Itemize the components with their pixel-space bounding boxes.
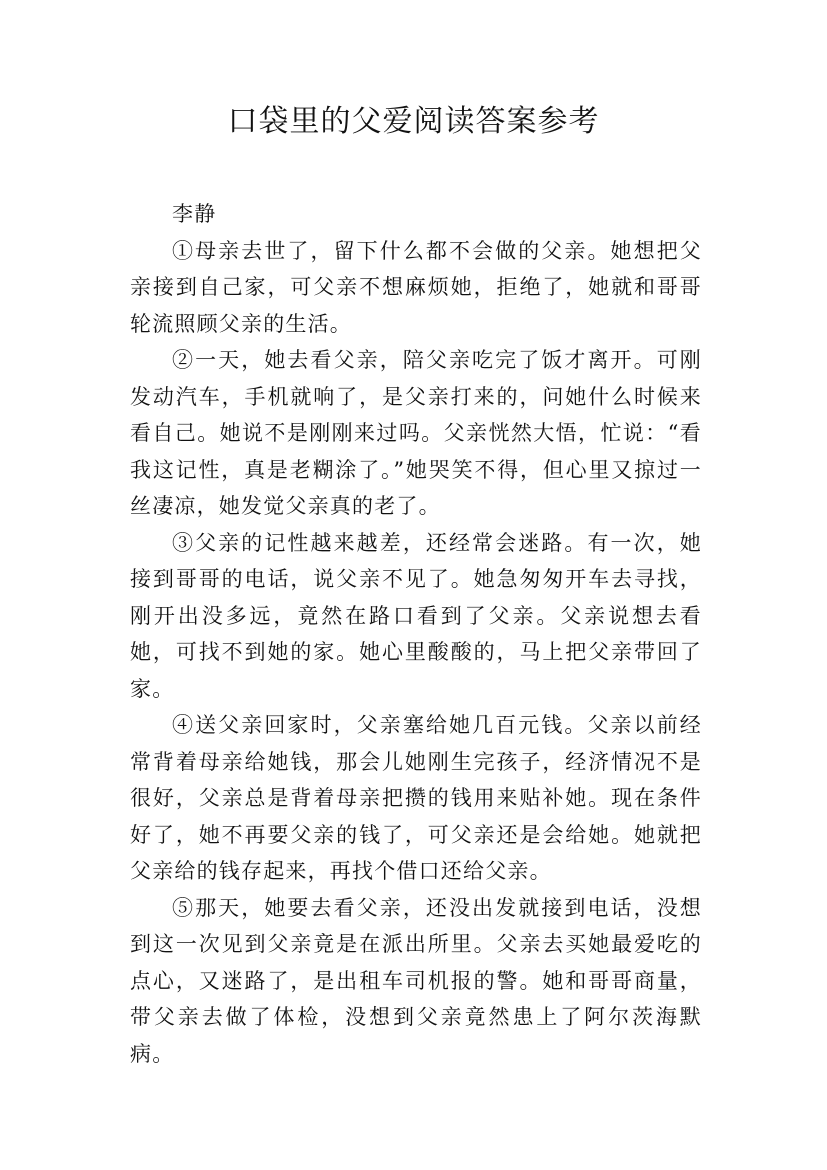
paragraph-1: ①母亲去世了，留下什么都不会做的父亲。她想把父亲接到自己家，可父亲不想麻烦她，拒绝了，她就和哥哥轮流照顾父亲的生活。	[130, 238, 702, 336]
paragraph-3: ③父亲的记性越来越差，还经常会迷路。有一次，她接到哥哥的电话，说父亲不见了。她急匆匆开车去寻找，刚开出没多远，竟然在路口看到了父亲。父亲说想去看她，可找不到她的家。她心里酸酸的，马上把父亲带回了家。	[130, 530, 702, 701]
paragraph-4: ④送父亲回家时，父亲塞给她几百元钱。父亲以前经常背着母亲给她钱，那会儿她刚生完孩子，经济情况不是很好，父亲总是背着母亲把攒的钱用来贴补她。现在条件好了，她不再要父亲的钱了，可父亲还是会给她。她就把父亲给的钱存起来，再找个借口还给父亲。	[130, 713, 702, 883]
document-title: 口袋里的父爱阅读答案参考	[227, 104, 600, 139]
paragraph-2: ②一天，她去看父亲，陪父亲吃完了饭才离开。可刚发动汽车，手机就响了，是父亲打来的，问她什么时候来看自己。她说不是刚刚来过吗。父亲恍然大悟，忙说：“看我这记性，真是老糊涂了。”她哭笑不得，但心里又掠过一丝凄凉，她发觉父亲真的老了。	[130, 348, 702, 518]
article-body	[130, 196, 702, 1072]
author-name: 李静	[172, 202, 217, 226]
paragraph-5: ⑤那天，她要去看父亲，还没出发就接到电话，没想到这一次见到父亲竟是在派出所里。父亲去买她最爱吃的点心，又迷路了，是出租车司机报的警。她和哥哥商量，带父亲去做了体检，没想到父亲竟然患上了阿尔茨海默病。	[130, 895, 702, 1066]
